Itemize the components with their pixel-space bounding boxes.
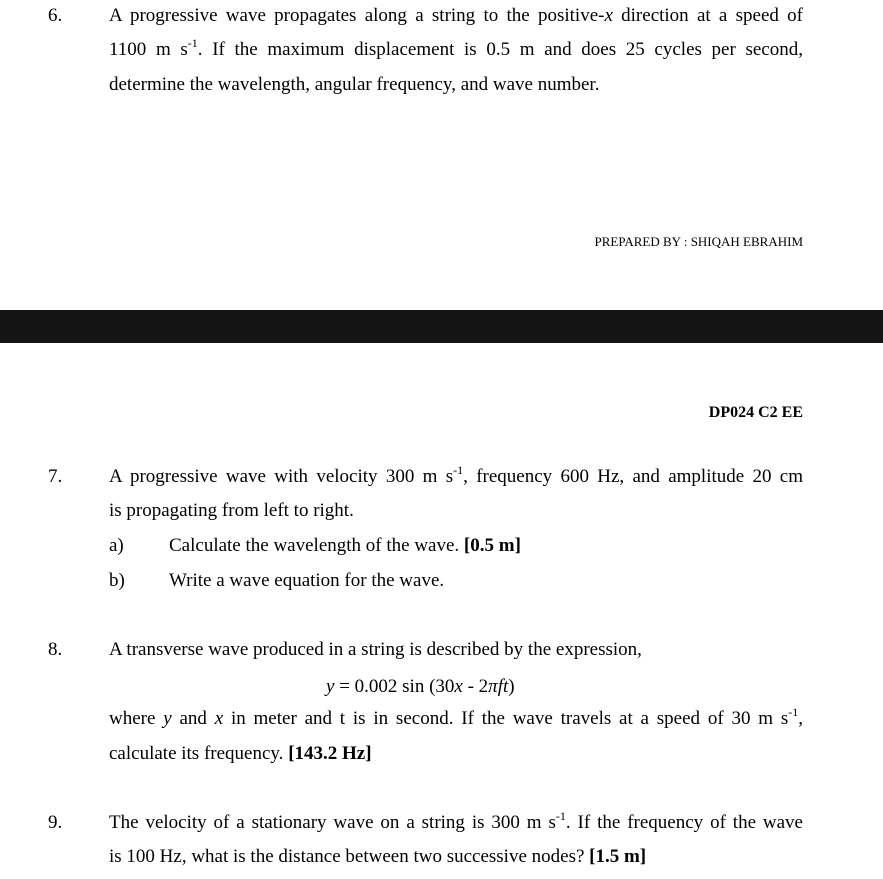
question-number: 8. [48,639,63,660]
question-text-line: 1100 m $s^{-1}$. If the maximum displacement is 0.5 m and does 25 cycles per second, [109,36,803,60]
subpart-label: b) [109,570,125,591]
subpart-text: Write a wave equation for the wave. [169,570,445,591]
question-number: 9. [48,812,63,833]
question-number: 7. [48,466,63,487]
answer: [1.5 m] [589,846,647,867]
question-text-line: where y and x in meter and t is in second. If the wave travels at a speed of 30 m $s^{-1}$, [109,705,803,729]
question-text-line: A transverse wave produced in a string is described by the expression, [109,639,642,660]
subpart-text: Calculate the wavelength of the wave. [0.5 m] [169,535,521,556]
question-text-line: is propagating from left to right. [109,500,354,521]
page-header-code: DP024 C2 EE [708,404,803,421]
question-text-line: The velocity of a stationary wave on a string is 300 m $s^{-1}$. If the frequency of the wave [109,809,803,833]
prepared-by-footer: PREPARED BY : SHIQAH EBRAHIM [594,234,803,249]
answer: [0.5 m] [463,535,521,556]
answer: [143.2 Hz] [288,743,372,764]
wave-equation: y = 0.002 sin (30x - 2πft) [326,676,515,697]
subpart-label: a) [109,535,124,556]
question-text-line: calculate its frequency. [143.2 Hz] [109,743,372,764]
question-text-line: determine the wavelength, angular frequency, and wave number. [109,74,600,95]
question-text-line: A progressive wave with velocity 300 m $s^{-1}$, frequency 600 Hz, and amplitude 20 cm [109,463,804,487]
question-text-line: A progressive wave propagates along a string to the positive-x direction at a speed of [109,5,803,26]
question-text-line: is 100 Hz, what is the distance between two successive nodes? [1.5 m] [109,846,647,867]
page-separator-band [0,310,883,343]
question-number: 6. [48,5,63,26]
